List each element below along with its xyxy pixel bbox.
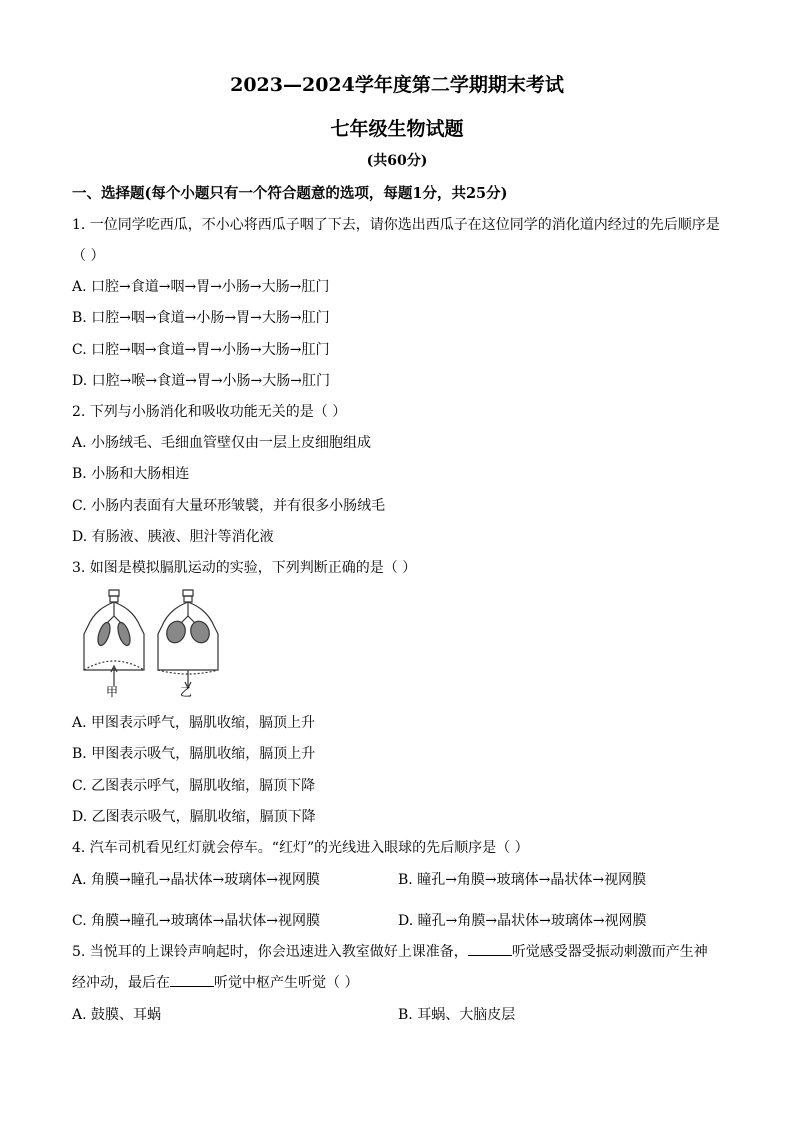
q5-stem-line2-part1: 经冲动，最后在 xyxy=(72,975,170,991)
q3-stem: 3. 如图是模拟膈肌运动的实验，下列判断正确的是（ ） xyxy=(72,560,417,576)
section-heading: 一、选择题(每个小题只有一个符合题意的选项，每题1分，共25分) xyxy=(72,185,508,202)
q1-stem-line1: 1. 一位同学吃西瓜，不小心将西瓜子咽了下去，请你选出西瓜子在这位同学的消化道内经过的先后顺序是 xyxy=(72,217,720,233)
q5-stem-part2: 听觉感受器受振动刺激而产生神 xyxy=(511,944,708,960)
figure-label-left: 甲 xyxy=(106,685,119,699)
q2-option-b: B. 小肠和大肠相连 xyxy=(72,466,190,482)
q4-option-c: C. 角膜→瞳孔→玻璃体→晶状体→视网膜 xyxy=(72,913,321,929)
q3-option-a: A. 甲图表示呼气，膈肌收缩，膈顶上升 xyxy=(72,715,316,731)
exam-subtitle: 七年级生物试题 xyxy=(330,118,464,140)
q4-stem: 4. 汽车司机看见红灯就会停车。“红灯”的光线进入眼球的先后顺序是（ ） xyxy=(72,840,529,856)
q4-option-d: D. 瞳孔→角膜→晶状体→玻璃体→视网膜 xyxy=(398,913,647,929)
q1-option-a: A. 口腔→食道→咽→胃→小肠→大肠→肛门 xyxy=(72,279,330,295)
q5-option-b: B. 耳蜗、大脑皮层 xyxy=(398,1007,516,1023)
q2-option-c: C. 小肠内表面有大量环形皱襞，并有很多小肠绒毛 xyxy=(72,498,386,514)
q5-stem-line1 xyxy=(72,941,708,961)
exam-title: 2023—2024学年度第二学期期末考试 xyxy=(230,74,564,96)
q1-option-c: C. 口腔→咽→食道→胃→小肠→大肠→肛门 xyxy=(72,342,330,358)
q2-stem: 2. 下列与小肠消化和吸收功能无关的是（ ） xyxy=(72,404,347,420)
q1-option-b: B. 口腔→咽→食道→小肠→胃→大肠→肛门 xyxy=(72,310,330,326)
total-score: (共60分) xyxy=(366,153,428,169)
q4-option-a: A. 角膜→瞳孔→晶状体→玻璃体→视网膜 xyxy=(72,872,320,888)
q5-option-a: A. 鼓膜、耳蜗 xyxy=(72,1007,162,1023)
q4-option-b: B. 瞳孔→角膜→玻璃体→晶状体→视网膜 xyxy=(398,872,647,888)
q5-stem-line2-part2: 听觉中枢产生听觉（ ） xyxy=(214,975,359,991)
answer-blank xyxy=(170,974,214,987)
q3-option-b: B. 甲图表示吸气，膈肌收缩，膈顶上升 xyxy=(72,746,316,762)
diaphragm-model-figure xyxy=(72,582,232,700)
answer-blank xyxy=(468,943,512,956)
q5-stem-part1: 5. 当悦耳的上课铃声响起时，你会迅速进入教室做好上课准备， xyxy=(72,944,468,960)
q3-option-d: D. 乙图表示吸气，膈肌收缩，膈顶下降 xyxy=(72,809,316,825)
q1-stem-line2: （ ） xyxy=(72,248,105,264)
q5-stem-line2 xyxy=(72,972,358,992)
figure-label-right: 乙 xyxy=(180,685,193,699)
q1-option-d: D. 口腔→喉→食道→胃→小肠→大肠→肛门 xyxy=(72,373,331,389)
q3-option-c: C. 乙图表示呼气，膈肌收缩，膈顶下降 xyxy=(72,778,316,794)
q2-option-d: D. 有肠液、胰液、胆汁等消化液 xyxy=(72,529,274,545)
q2-option-a: A. 小肠绒毛、毛细血管壁仅由一层上皮细胞组成 xyxy=(72,435,372,451)
